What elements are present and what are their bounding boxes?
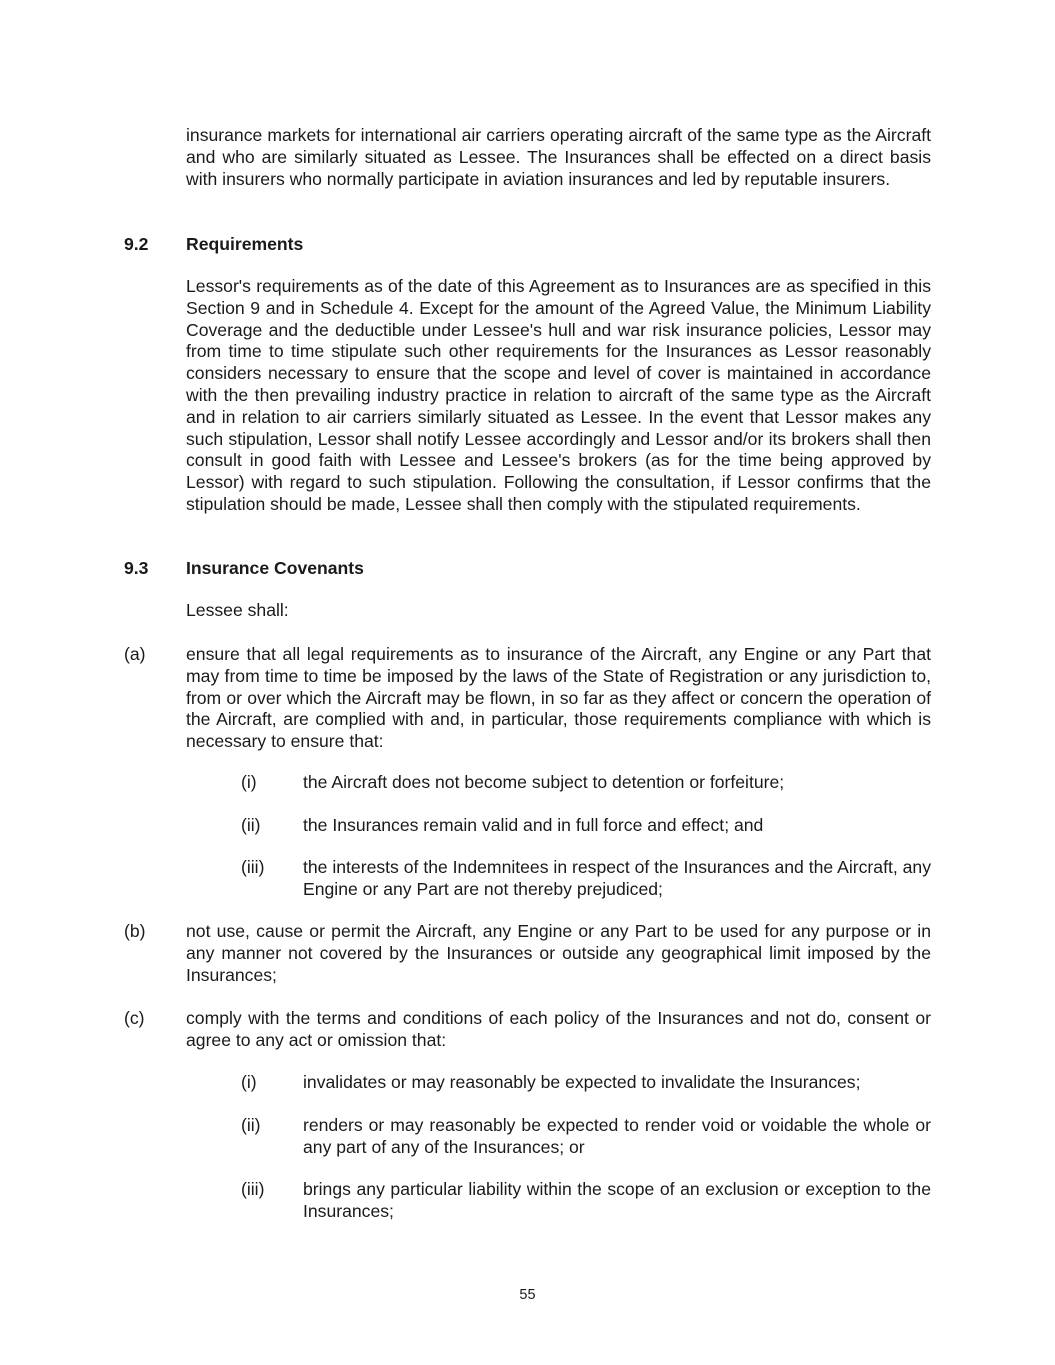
section-lead: Lessee shall: <box>186 600 289 620</box>
page-number: 55 <box>519 1287 536 1303</box>
intro-paragraph: insurance markets for international air carriers operating aircraft of the same type as the Aircraft and who are similarly situated as Lessee. The Insurances shall be effected on a direct basis with insurers who normally participate in aviation insurances and led by reputable insurers. <box>186 125 931 189</box>
subclause-text: the interests of the Indemnitees in respect of the Insurances and the Aircraft, any Engine or any Part are not thereby prejudiced; <box>303 857 931 899</box>
subclause-label: (iii) <box>241 1179 265 1199</box>
subclause-text: brings any particular liability within the scope of an exclusion or exception to the Insurances; <box>303 1179 931 1221</box>
subclause-label: (i) <box>241 772 257 792</box>
clause-text: not use, cause or permit the Aircraft, any Engine or any Part to be used for any purpose or in any manner not covered by the Insurances or outside any geographical limit imposed by the Insurances; <box>186 921 931 985</box>
clause-text: comply with the terms and conditions of each policy of the Insurances and not do, consent or agree to any act or omission that: <box>186 1008 931 1050</box>
subclause-label: (iii) <box>241 857 265 877</box>
subclause-label: (ii) <box>241 1115 261 1135</box>
subclause-text: invalidates or may reasonably be expected to invalidate the Insurances; <box>303 1072 861 1092</box>
section-title: Insurance Covenants <box>186 558 364 578</box>
section-number: 9.3 <box>124 558 149 578</box>
subclause-text: renders or may reasonably be expected to render void or voidable the whole or any part of any of the Insurances; or <box>303 1115 931 1157</box>
section-body: Lessor's requirements as of the date of this Agreement as to Insurances are as specified in this Section 9 and in Schedule 4. Except for the amount of the Agreed Value, the Minimum Liability Coverage and the deductible under Lessee's hull and war risk insurance policies, Lessor may from time to time stipulate such other requirements for the Insurances as Lessor reasonably considers necessary to ensure that the scope and level of cover is maintained in accordance with the then prevailing industry practice in relation to aircraft of the same type as the Aircraft and in relation to air carriers similarly situated as Lessee. In the event that Lessor makes any such stipulation, Lessor shall notify Lessee accordingly and Lessor and/or its brokers shall then consult in good faith with Lessee and Lessee's brokers (as for the time being approved by Lessor) with regard to such stipulation. Following the consultation, if Lessor confirms that the stipulation should be made, Lessee shall then comply with the stipulated requirements. <box>186 276 931 514</box>
clause-text: ensure that all legal requirements as to insurance of the Aircraft, any Engine or any Part that may from time to time be imposed by the laws of the State of Registration or any jurisdiction to, from or over which the Aircraft may be flown, in so far as they affect or concern the operation of the Aircraft, are complied with and, in particular, those requirements compliance with which is necessary to ensure that: <box>186 644 931 752</box>
subclause-text: the Insurances remain valid and in full force and effect; and <box>303 815 764 835</box>
clause-label: (c) <box>124 1008 145 1028</box>
subclause-label: (i) <box>241 1072 257 1092</box>
clause-label: (a) <box>124 644 146 664</box>
clause-label: (b) <box>124 921 146 941</box>
section-number: 9.2 <box>124 234 149 254</box>
subclause-label: (ii) <box>241 815 261 835</box>
section-title: Requirements <box>186 234 304 254</box>
subclause-text: the Aircraft does not become subject to detention or forfeiture; <box>303 772 785 792</box>
